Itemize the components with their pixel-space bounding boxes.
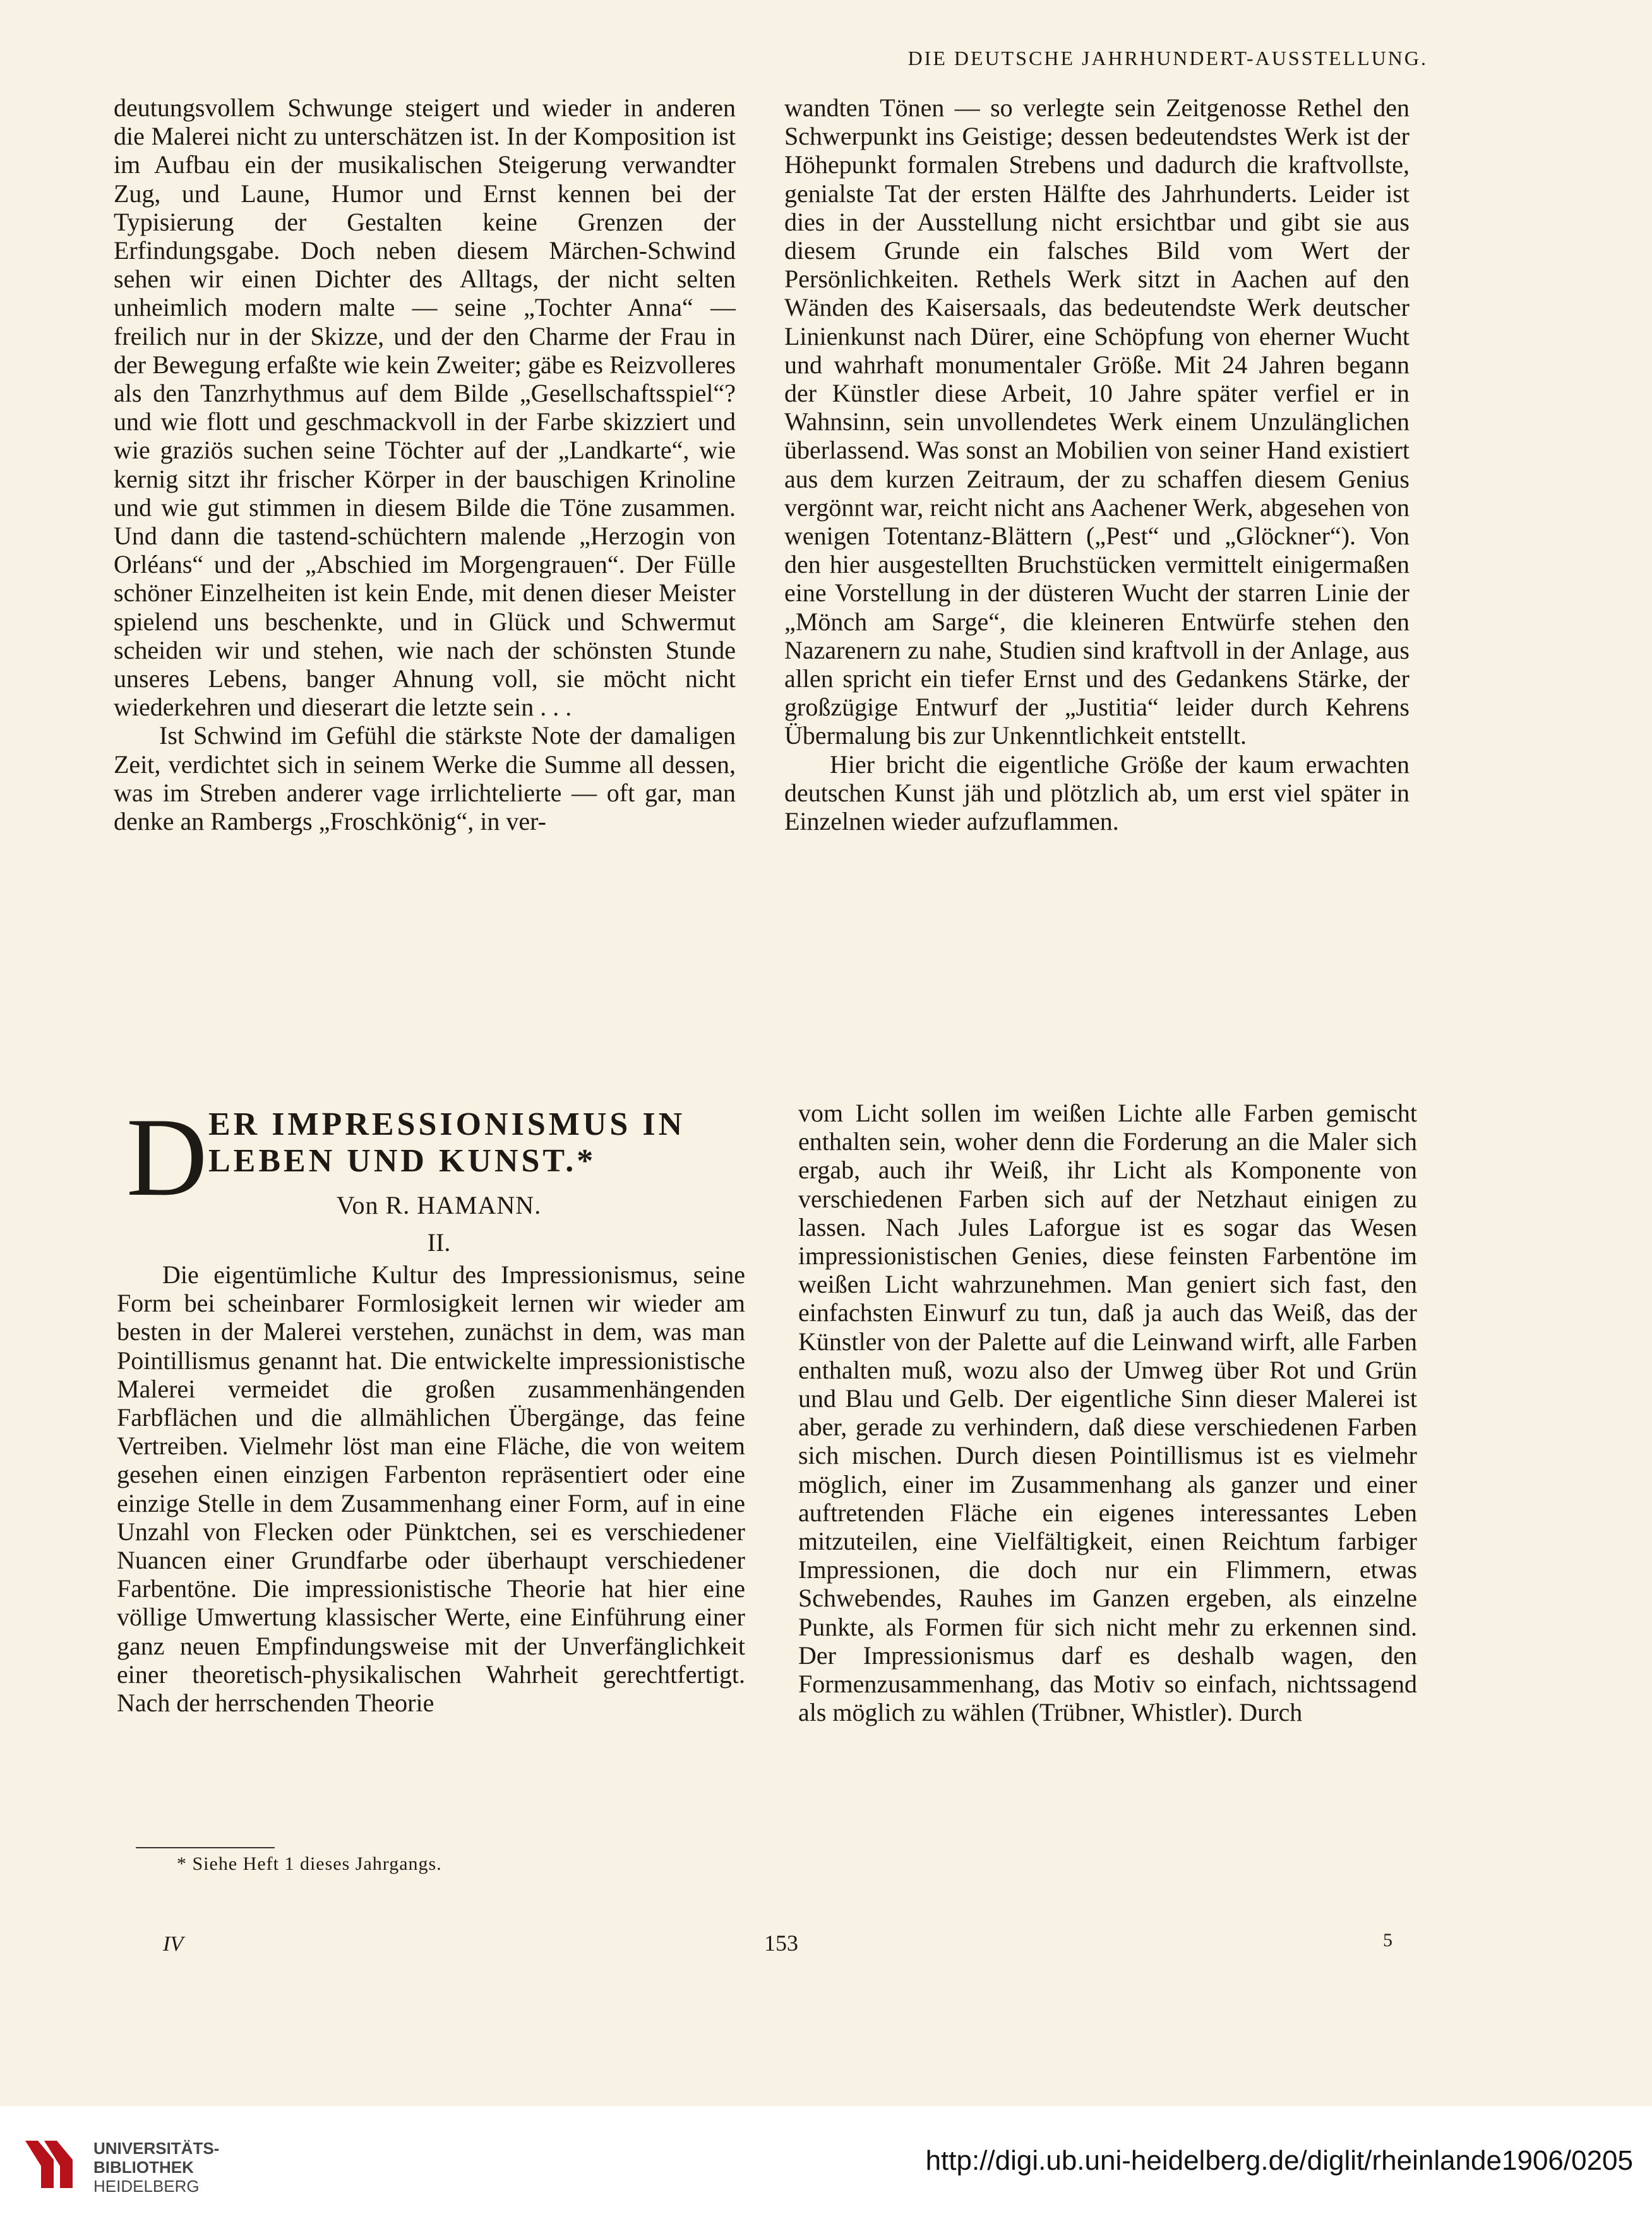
title-line-2: LEBEN UND KUNST.* xyxy=(208,1143,597,1179)
column-upper-left xyxy=(114,93,736,835)
paragraph: Hier bricht die eigentliche Größe der kaum erwachten deutschen Kunst jäh und plötzlich ab, um erst viel später in Einzelnen wieder aufzuflammen. xyxy=(784,750,1410,836)
library-banner xyxy=(0,2106,1652,2219)
column-upper-right xyxy=(784,93,1410,835)
column-lower-left xyxy=(117,1260,745,1717)
signature-mark-right: 5 xyxy=(1383,1930,1392,1951)
ub-heidelberg-logo-icon xyxy=(19,2131,82,2194)
title-line-1: ER IMPRESSIONISMUS IN xyxy=(208,1106,686,1142)
library-name xyxy=(93,2139,219,2196)
library-name-line-1: UNIVERSITÄTS- xyxy=(93,2139,220,2158)
paragraph: wandten Tönen — so verlegte sein Zeitgenosse Rethel den Schwerpunkt ins Geistige; dessen bedeutendstes Werk ist der Höhepunkt formalen Strebens und dadurch die kraftvollste, genialste Tat der ersten Hälfte des Jahrhunderts. Leider ist dies in der Ausstellung nicht ersichtbar und gibt sie aus diesem Grunde ein falsches Bild vom Wert der Persönlichkeiten. Rethels Werk sitzt in Aachen auf den Wänden des Kaisersaals, das bedeutendste Werk deutscher Linienkunst nach Dürer, eine Schöpfung von eherner Wucht und wahrhaft monumentaler Größe. Mit 24 Jahren begann der Künstler diese Arbeit, 10 Jahre später verfiel er in Wahnsinn, sein unvollendetes Werk einem Unzulänglichen überlassend. Was sonst an Mobilien von seiner Hand existiert aus dem kurzen Zeitraum, der zu schaffen diesem Genius vergönnt war, reicht nicht ans Aachener Werk, abgesehen von wenigen Totentanz-Blättern („Pest“ und „Glöckner“). Von den hier ausgestellten Bruchstücken vermittelt einigermaßen eine Vorstellung in der düsteren Wucht der starren Linie der „Mönch am Sarge“, die kleineren Entwürfe stehen den Nazarenern zu nahe, Studien sind kraftvoll in der Anlage, aus allen spricht ein tiefer Ernst und des Gedankens Stärke, der großzügige Entwurf der „Justitia“ leider durch Kehrens Übermalung bis zur Unkenntlichkeit entstellt. xyxy=(784,93,1410,750)
footnote-rule xyxy=(136,1847,275,1848)
drop-cap: D xyxy=(126,1094,208,1219)
paragraph: deutungsvollem Schwunge steigert und wieder in anderen die Malerei nicht zu unterschätzen ist. In der Komposition ist im Aufbau ein der musikalischen Steigerung verwandter Zug, und Laune, Humor und Ernst kennen bei der Typisierung der Gestalten keine Grenzen der Erfindungsgabe. Doch neben diesem Märchen-Schwind sehen wir einen Dichter des Alltags, der nicht selten unheimlich modern malte — seine „Tochter Anna“ — freilich nur in der Skizze, und der den Charme der Frau in der Bewegung erfaßte wie kein Zweiter; gäbe es Reizvolleres als den Tanzrhythmus auf dem Bilde „Gesellschaftsspiel“? und wie flott und geschmackvoll in der Farbe skizziert und wie graziös suchen seine Töchter auf der „Landkarte“, wie kernig sitzt ihr frischer Körper in der bauschigen Krinoline und wie gut stimmen in diesem Bilde die Töne zusammen. Und dann die tastend-schüchtern malende „Herzogin von Orléans“ und der „Abschied im Morgengrauen“. Der Fülle schöner Einzelheiten ist kein Ende, mit denen dieser Meister spielend uns beschenkte, und in Glück und Schwermut scheiden wir und stehen, wie nach der schönsten Stunde unseres Lebens, banger Ahnung voll, sie möcht nicht wiederkehren und dieserart die letzte sein . . . xyxy=(114,93,736,722)
library-name-line-2: BIBLIOTHEK xyxy=(93,2158,194,2177)
footnote: * Siehe Heft 1 dieses Jahrgangs. xyxy=(177,1853,442,1874)
section-number: II. xyxy=(427,1228,451,1257)
paragraph: Die eigentümliche Kultur des Impressionismus, seine Form bei scheinbarer Formlosigkeit lernen wir wieder am besten in der Malerei verstehen, zunächst in dem, was man Pointillismus genannt hat. Die entwickelte impressionistische Malerei vermeidet die großen zusammenhängenden Farbflächen und die allmählichen Übergänge, das feine Vertreiben. Vielmehr löst man eine Fläche, die von weitem gesehen einen einzigen Farbenton repräsentiert oder eine einzige Stelle in dem Zusammenhang einer Form, auf in eine Unzahl von Flecken oder Pünktchen, sei es verschiedener Nuancen einer Grundfarbe oder überhaupt verschiedener Farbentöne. Die impressionistische Theorie hat hier eine völlige Umwertung klassischer Werte, eine Einführung einer ganz neuen Empfindungsweise mit der Unverfänglichkeit einer theoretisch-physikalischen Wahrheit gerechtfertigt. Nach der herrschenden Theorie xyxy=(117,1260,745,1718)
article-author: Von R. HAMANN. xyxy=(336,1191,542,1219)
paragraph: Ist Schwind im Gefühl die stärkste Note der damaligen Zeit, verdichtet sich in seinem Werke die Summe all dessen, was im Streben anderer vage irrlichtelierte — oft gar, man denke an Rambergs „Froschkönig“, in ver- xyxy=(114,721,736,836)
column-lower-right xyxy=(798,1099,1417,1726)
running-head: DIE DEUTSCHE JAHRHUNDERT-AUSSTELLUNG. xyxy=(907,47,1428,69)
library-name-line-3: HEIDELBERG xyxy=(93,2177,200,2196)
source-url-link[interactable]: http://digi.ub.uni-heidelberg.de/diglit/rheinlande1906/0205 xyxy=(925,2145,1633,2176)
signature-mark-left: IV xyxy=(163,1932,184,1956)
page-number: 153 xyxy=(764,1930,798,1956)
paragraph: vom Licht sollen im weißen Lichte alle Farben gemischt enthalten sein, woher denn die Forderung an die Maler sich ergab, auch ihr Weiß, ihr Licht als Komponente von verschiedenen Farben sich auf der Netzhaut einigen zu lassen. Nach Jules Laforgue ist es sogar das Wesen impressionistischen Genies, diese feinsten Farbentöne im weißen Licht wahrzunehmen. Man geniert sich fast, den einfachsten Einwurf zu tun, daß ja auch das Weiß, das der Künstler von der Palette auf die Leinwand wirft, alle Farben enthalten muß, wozu also der Umweg über Rot und Grün und Blau und Gelb. Der eigentliche Sinn dieser Malerei ist aber, gerade zu verhindern, daß diese verschiedenen Farben sich mischen. Durch diesen Pointillismus ist es vielmehr möglich, einer im Zusammenhang als ganzer und einer auftretenden Fläche ein eigenes interessantes Leben mitzuteilen, eine Vielfältigkeit, einen Reichtum farbiger Impressionen, die doch nur ein Flimmern, etwas Schwebendes, Rauhes im Ganzen ergeben, als einzelne Punkte, als Formen für sich nicht mehr zu erkennen sind. Der Impressionismus darf es deshalb wagen, den Formenzusammenhang, das Motiv so einfach, nichtssagend als möglich zu wählen (Trübner, Whistler). Durch xyxy=(798,1099,1417,1727)
